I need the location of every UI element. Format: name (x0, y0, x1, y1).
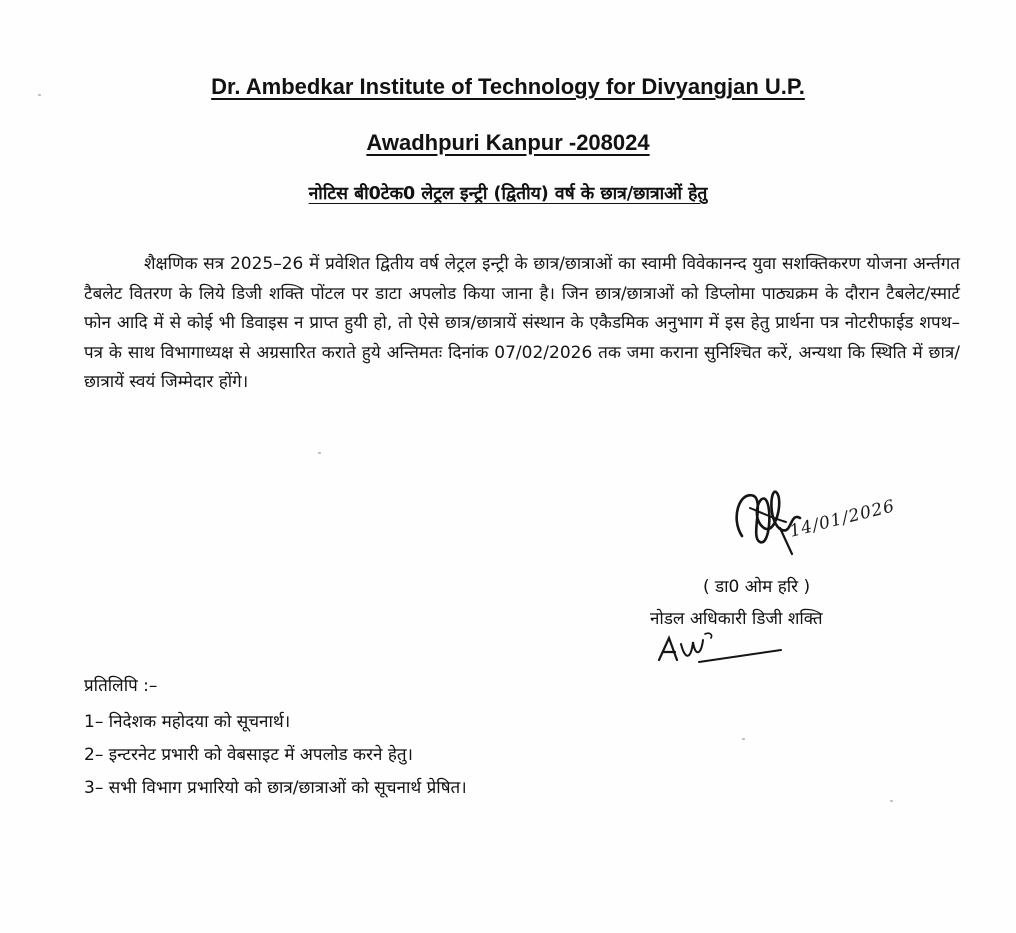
notice-title: नोटिस बी0टेक0 लेट्रल इन्ट्री (द्वितीय) वर्ष के छात्र/छात्राओं हेतु (308, 184, 708, 204)
signatory-name: ( डा0 ओम हरि ) (703, 577, 811, 597)
scan-speck (742, 738, 745, 740)
signatory-designation: नोडल अधिकारी डिजी शक्ति (650, 609, 823, 629)
initials-scribble (655, 630, 785, 674)
copy-list (84, 706, 467, 805)
signature-date: 14/01/2026 (787, 496, 898, 542)
copy-item: 2– इन्टरनेट प्रभारी को वेबसाइट में अपलोड करने हेतु। (84, 745, 414, 765)
scan-speck (38, 94, 41, 96)
institute-name: Dr. Ambedkar Institute of Technology for Divyangjan U.P. (211, 74, 805, 99)
copy-item: 1– निदेशक महोदया को सूचनार्थ। (84, 712, 291, 732)
copy-heading: प्रतिलिपि :– (84, 676, 158, 696)
institute-address: Awadhpuri Kanpur -208024 (366, 130, 650, 155)
notice-body: शैक्षणिक सत्र 2025–26 में प्रवेशित द्वितीय वर्ष लेट्रल इन्ट्री के छात्र/छात्राओं का स्वामी विवेकानन्द युवा सशक्तिकरण योजना अर्न्तगत टैबलेट वितरण के लिये डिजी शक्ति पोंटल पर डाटा अपलोड किया जाना है। जिन छात्र/छात्राओं को डिप्लोमा पाठ्यक्रम के दौरान टैबलेट/स्मार्ट फोन आदि में से कोई भी डिवाइस न प्राप्त हुयी हो, तो ऐसे छात्र/छात्रायें संस्थान के एकैडमिक अनुभाग में इस हेतु प्रार्थना पत्र नोटरीफाईड शपथ–पत्र के साथ विभागाध्यक्ष से अग्रसारित कराते हुये अन्तिमतः दिनांक 07/02/2026 तक जमा कराना सुनिश्चित करें, अन्यथा कि स्थिति में छात्र/छात्रायें स्वयं जिम्मेदार होंगे। (84, 254, 960, 392)
scan-speck (890, 800, 893, 802)
scan-speck (318, 452, 321, 454)
copy-item: 3– सभी विभाग प्रभारियो को छात्र/छात्राओं को सूचनार्थ प्रेषित। (84, 778, 467, 798)
